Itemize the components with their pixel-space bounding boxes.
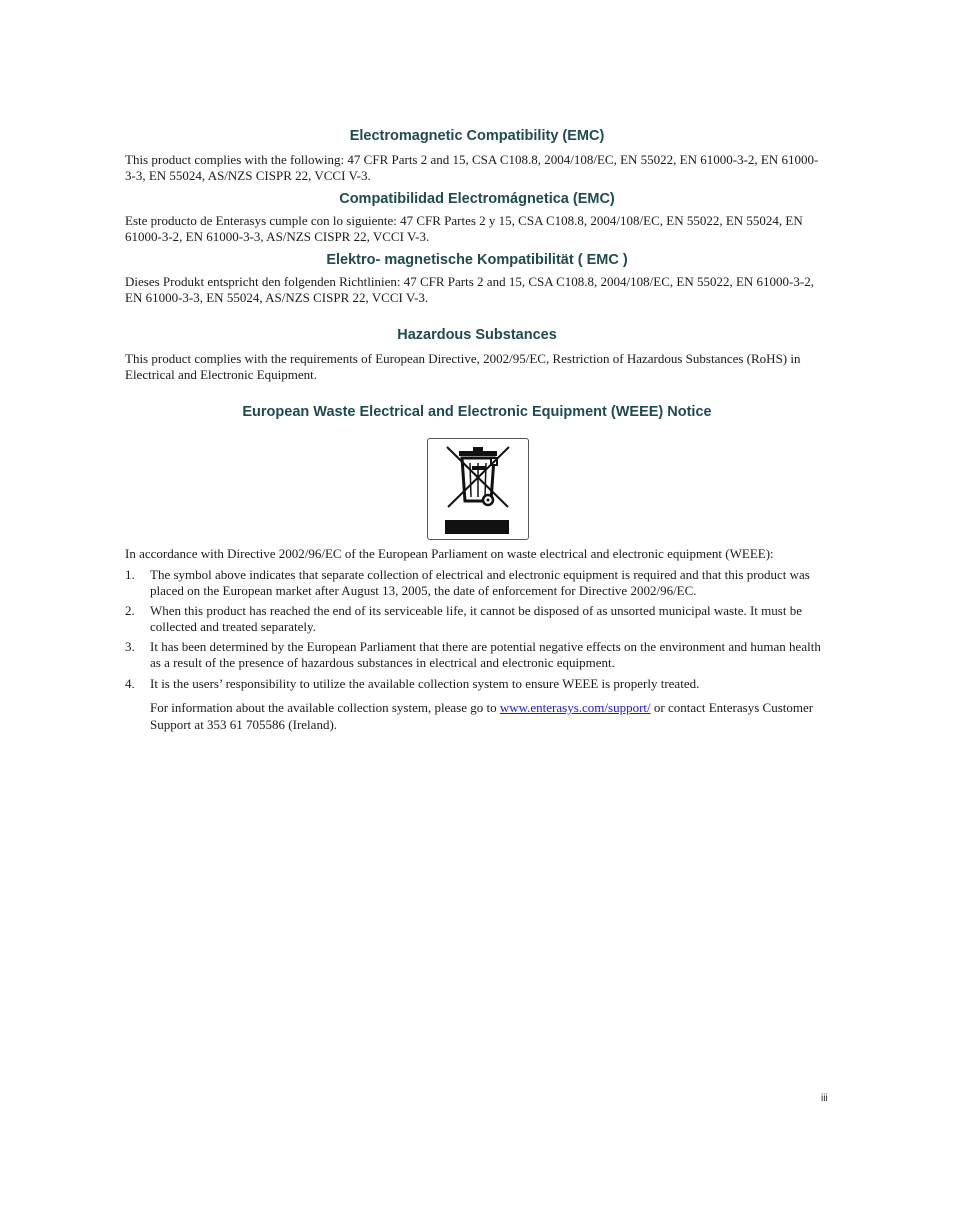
- weee-intro-text: In accordance with Directive 2002/96/EC of the European Parliament on waste electrical and electronic equipment (WEEE):: [125, 546, 774, 561]
- hazardous-substances-text: This product complies with the requirements of European Directive, 2002/95/EC, Restriction of Hazardous Substances (RoHS) in Electrical and Electronic Equipment.: [125, 351, 801, 382]
- emc-spanish-text: Este producto de Enterasys cumple con lo siguiente: 47 CFR Partes 2 y 15, CSA C108.8, 2004/108/EC, EN 55022, EN 55024, EN 61000-3-2, EN 61000-3-3, AS/NZS CISPR 22, VCCI V-3.: [125, 213, 803, 244]
- collection-info-before: For information about the available collection system, please go to: [150, 700, 500, 715]
- support-link[interactable]: www.enterasys.com/support/: [499, 700, 651, 715]
- crossed-out-wheelie-bin-icon: [427, 438, 529, 540]
- page-number: iii: [821, 1093, 828, 1104]
- emc-english-text: This product complies with the following: 47 CFR Parts 2 and 15, CSA C108.8, 2004/108/EC, EN 55022, EN 61000-3-2, EN 61000-3-3, EN 55024, AS/NZS CISPR 22, VCCI V-3.: [125, 152, 819, 183]
- weee-heading: European Waste Electrical and Electronic Equipment (WEEE) Notice: [242, 404, 712, 420]
- emc-german-heading: Elektro- magnetische Kompatibilität ( EMC ): [326, 252, 628, 268]
- collection-info-after: or contact Enterasys Customer Support at 353 61 705586 (Ireland).: [150, 700, 814, 732]
- emc-english-heading: Electromagnetic Compatibility (EMC): [349, 128, 605, 144]
- list-item-text: It has been determined by the European Parliament that there are potential negative effects on the environment and human health as a result of the presence of hazardous substances in electrical and electronic equipment.: [150, 639, 821, 670]
- hazardous-substances-heading: Hazardous Substances: [397, 327, 557, 343]
- list-item-number: 2.: [125, 603, 135, 618]
- list-item-text: When this product has reached the end of its serviceable life, it cannot be disposed of as unsorted municipal waste. It must be collected and treated separately.: [150, 603, 802, 634]
- list-item-text: It is the users’ responsibility to utilize the available collection system to ensure WEEE is properly treated.: [150, 676, 700, 691]
- list-item-number: 4.: [125, 676, 135, 691]
- list-item-number: 1.: [125, 567, 135, 582]
- list-item-text: The symbol above indicates that separate collection of electrical and electronic equipment is required and that this product was placed on the European market after August 13, 2005, the date of enforcement for Directive 2002/96/EC.: [150, 567, 810, 598]
- list-item-number: 3.: [125, 639, 135, 654]
- collection-info-text: [150, 699, 829, 733]
- emc-german-text: Dieses Produkt entspricht den folgenden Richtlinien: 47 CFR Parts 2 and 15, CSA C108.8, 2004/108/EC, EN 55022, EN 61000-3-2, EN 61000-3-3, EN 55024, AS/NZS CISPR 22, VCCI V-3.: [125, 274, 814, 305]
- emc-spanish-heading: Compatibilidad Electromágnetica (EMC): [339, 191, 615, 207]
